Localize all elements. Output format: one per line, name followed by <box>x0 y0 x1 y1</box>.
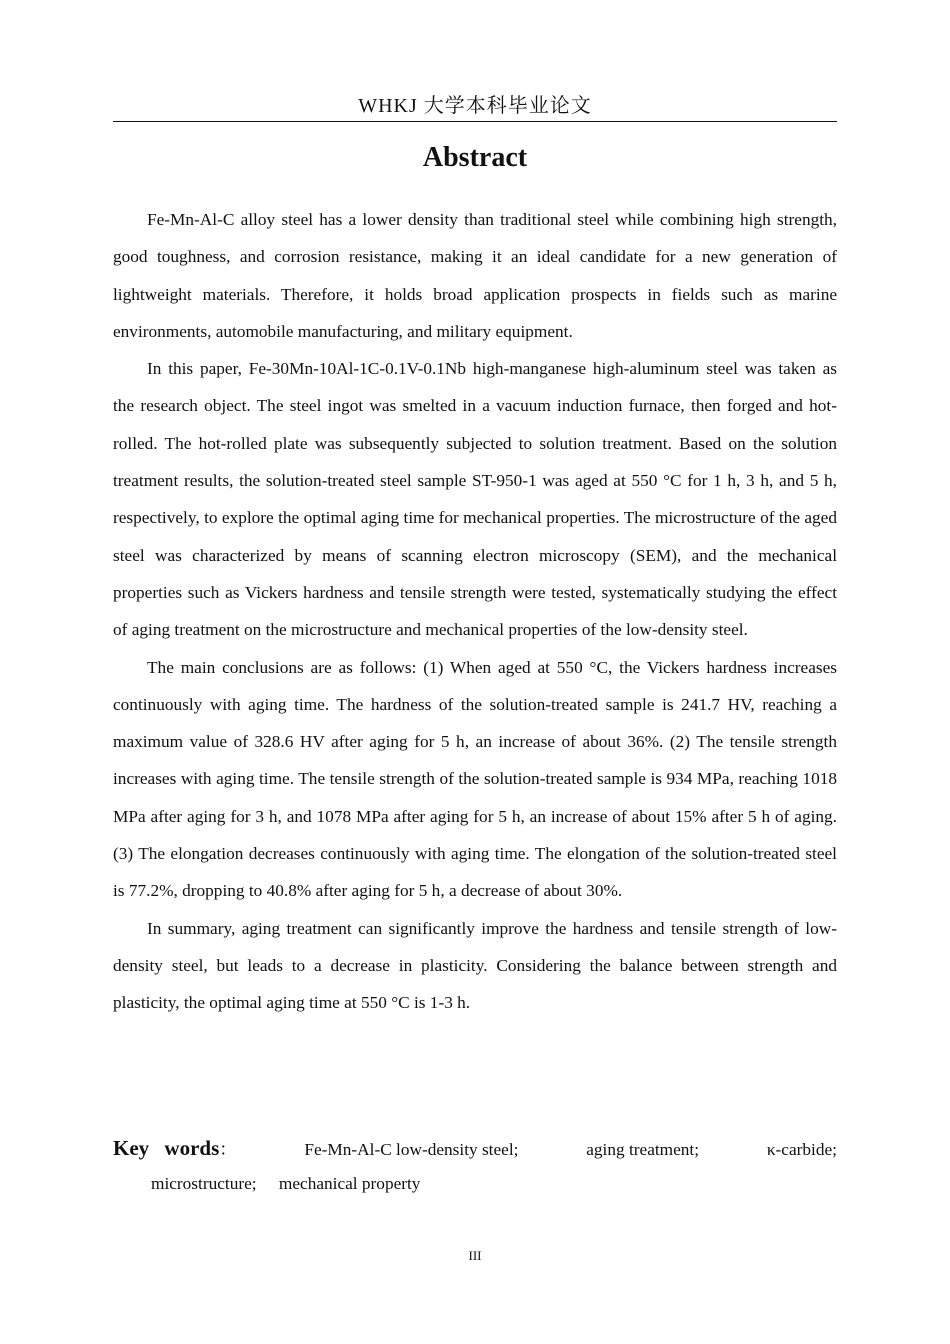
keywords-section <box>113 1131 837 1201</box>
keywords-label: Key words <box>113 1136 220 1160</box>
abstract-paragraph-4: In summary, aging treatment can significantly improve the hardness and tensile strength of low-density steel, but leads to a decrease in plasticity. Considering the balance between strength and plasticity, the optimal aging time at 550 °C is 1-3 h. <box>113 918 837 1013</box>
page-number: III <box>468 1248 482 1263</box>
keyword-item: κ-carbide; <box>766 1140 837 1159</box>
keywords-row-1 <box>113 1131 837 1167</box>
keyword-item: Fe-Mn-Al-C low-density steel; <box>304 1140 519 1159</box>
abstract-paragraph-1: Fe-Mn-Al-C alloy steel has a lower density than traditional steel while combining high strength, good toughness, and corrosion resistance, making it an ideal candidate for a new generation of lightweight materials. Therefore, it holds broad application prospects in fields such as marine environments, automobile manufacturing, and military equipment. <box>113 210 837 341</box>
keyword-item: microstructure; <box>151 1174 257 1193</box>
running-header: WHKJ 大学本科毕业论文 <box>358 95 592 117</box>
keywords-label-group <box>113 1131 237 1167</box>
keywords-row-2 <box>113 1167 837 1201</box>
abstract-body <box>113 201 837 1022</box>
keywords-separator: ： <box>219 1140 237 1159</box>
keyword-item: mechanical property <box>278 1174 421 1193</box>
abstract-paragraph-3: The main conclusions are as follows: (1) When aged at 550 °C, the Vickers hardness increases continuously with aging time. The hardness of the solution-treated sample is 241.7 HV, reaching a maximum value of 328.6 HV after aging for 5 h, an increase of about 36%. (2) The tensile strength increases with aging time. The tensile strength of the solution-treated sample is 934 MPa, reaching 1018 MPa after aging for 3 h, and 1078 MPa after aging for 5 h, an increase of about 15% after 5 h of aging. (3) The elongation decreases continuously with aging time. The elongation of the solution-treated steel is 77.2%, dropping to 40.8% after aging for 5 h, a decrease of about 30%. <box>113 657 837 901</box>
abstract-paragraph-2: In this paper, Fe-30Mn-10Al-1C-0.1V-0.1Nb high-manganese high-aluminum steel was taken as the research object. The steel ingot was smelted in a vacuum induction furnace, then forged and hot-rolled. The hot-rolled plate was subsequently subjected to solution treatment. Based on the solution treatment results, the solution-treated steel sample ST-950-1 was aged at 550 °C for 1 h, 3 h, and 5 h, respectively, to explore the optimal aging time for mechanical properties. The microstructure of the aged steel was characterized by means of scanning electron microscopy (SEM), and the mechanical properties such as Vickers hardness and tensile strength were tested, systematically studying the effect of aging treatment on the microstructure and mechanical properties of the low-density steel. <box>113 359 837 640</box>
header-rule <box>113 121 837 122</box>
abstract-title: Abstract <box>422 142 528 173</box>
keyword-item: aging treatment; <box>586 1140 700 1159</box>
